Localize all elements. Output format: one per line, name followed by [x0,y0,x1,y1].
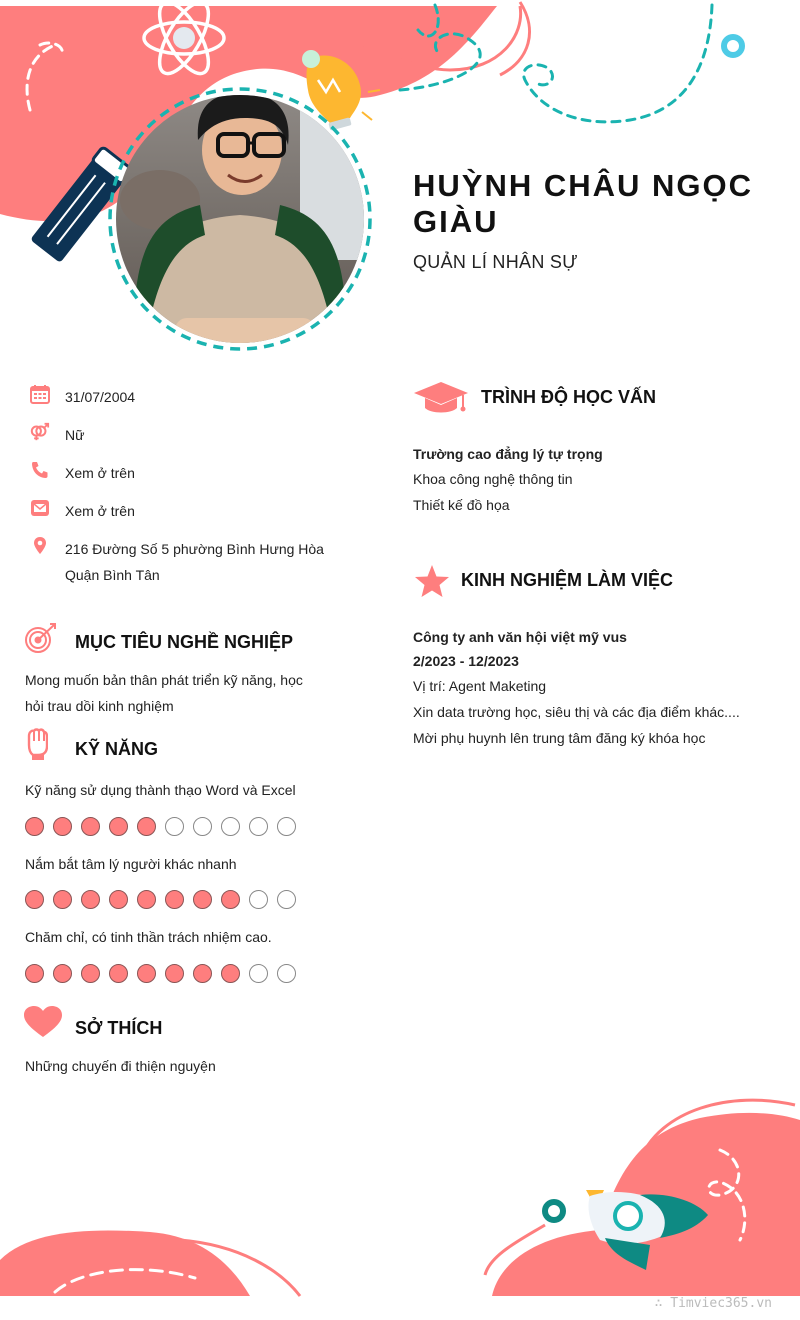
rating-dot-empty [249,890,268,909]
mail-icon [30,498,50,518]
experience-title: KINH NGHIỆM LÀM VIỆC [461,570,674,590]
gender: Nữ [65,427,85,443]
gender-icon [30,422,50,442]
phone-icon [30,460,50,480]
rating-dot-filled [137,964,156,983]
watermark: ∴ Timviec365.vn [654,1296,772,1311]
phone: Xem ở trên [65,465,135,481]
rating-dot-filled [81,890,100,909]
rating-dot-filled [109,964,128,983]
rating-dot-empty [249,817,268,836]
rating-dot-empty [221,817,240,836]
education-major: Thiết kế đồ họa [413,497,510,513]
skill-rating-1 [25,817,296,836]
skill-rating-2 [25,890,296,909]
rating-dot-empty [277,964,296,983]
rating-dot-filled [137,817,156,836]
rating-dot-filled [165,964,184,983]
rating-dot-filled [81,964,100,983]
rating-dot-filled [53,817,72,836]
hobbies-text: Những chuyến đi thiện nguyện [25,1058,216,1074]
bottom-decoration [0,1080,800,1320]
education-title: TRÌNH ĐỘ HỌC VẤN [481,387,656,407]
job-title: QUẢN LÍ NHÂN SỰ [413,252,578,272]
email-row [30,498,135,524]
experience-role: Vị trí: Agent Maketing [413,678,547,694]
birthday-row [30,384,135,410]
skill-name-1: Kỹ năng sử dụng thành thạo Word và Excel [25,782,296,798]
address-row [30,536,324,588]
target-icon [24,622,60,654]
experience-duty-2: Mời phụ huynh lên trung tâm đăng ký khóa học [413,730,706,746]
address-line-2: Quận Bình Tân [65,567,160,583]
rating-dot-empty [277,890,296,909]
rating-dot-filled [137,890,156,909]
experience-company: Công ty anh văn hội việt mỹ vus [413,629,627,645]
skill-name-3: Chăm chỉ, có tinh thần trách nhiệm cao. [25,929,272,945]
phone-row [30,460,135,486]
rating-dot-filled [165,890,184,909]
rating-dot-filled [221,964,240,983]
rating-dot-filled [193,890,212,909]
rating-dot-empty [249,964,268,983]
rating-dot-filled [221,890,240,909]
hobbies-title: SỞ THÍCH [75,1018,163,1038]
objective-line-2: hỏi trau dồi kinh nghiệm [25,698,174,714]
experience-period: 2/2023 - 12/2023 [413,653,519,669]
rating-dot-filled [109,817,128,836]
education-school: Trường cao đẳng lý tự trọng [413,446,603,462]
rating-dot-filled [109,890,128,909]
address-line-1: 216 Đường Số 5 phường Bình Hưng Hòa [65,541,324,557]
rating-dot-empty [165,817,184,836]
calendar-icon [30,384,50,404]
location-icon [30,536,50,556]
skills-title: KỸ NĂNG [75,739,159,759]
rating-dot-filled [81,817,100,836]
graduation-cap-icon [413,380,469,416]
rating-dot-filled [193,964,212,983]
skill-name-2: Nắm bắt tâm lý người khác nhanh [25,856,237,872]
full-name: HUỲNH CHÂU NGỌC GIÀU [413,168,753,239]
rating-dot-filled [53,964,72,983]
birthday: 31/07/2004 [65,389,136,405]
heart-icon [24,1006,62,1038]
rating-dot-empty [277,817,296,836]
education-faculty: Khoa công nghệ thông tin [413,471,573,487]
rating-dot-empty [193,817,212,836]
rating-dot-filled [53,890,72,909]
fist-icon [26,728,48,760]
experience-duty-1: Xin data trường học, siêu thị và các địa điểm khác.... [413,704,740,720]
star-icon [414,564,450,598]
rating-dot-filled [25,964,44,983]
objective-line-1: Mong muốn bản thân phát triển kỹ năng, học [25,672,303,688]
skill-rating-3 [25,964,296,983]
rating-dot-filled [25,817,44,836]
email: Xem ở trên [65,503,135,519]
rating-dot-filled [25,890,44,909]
objective-title: MỤC TIÊU NGHỀ NGHIỆP [75,632,294,652]
gender-row [30,422,84,448]
